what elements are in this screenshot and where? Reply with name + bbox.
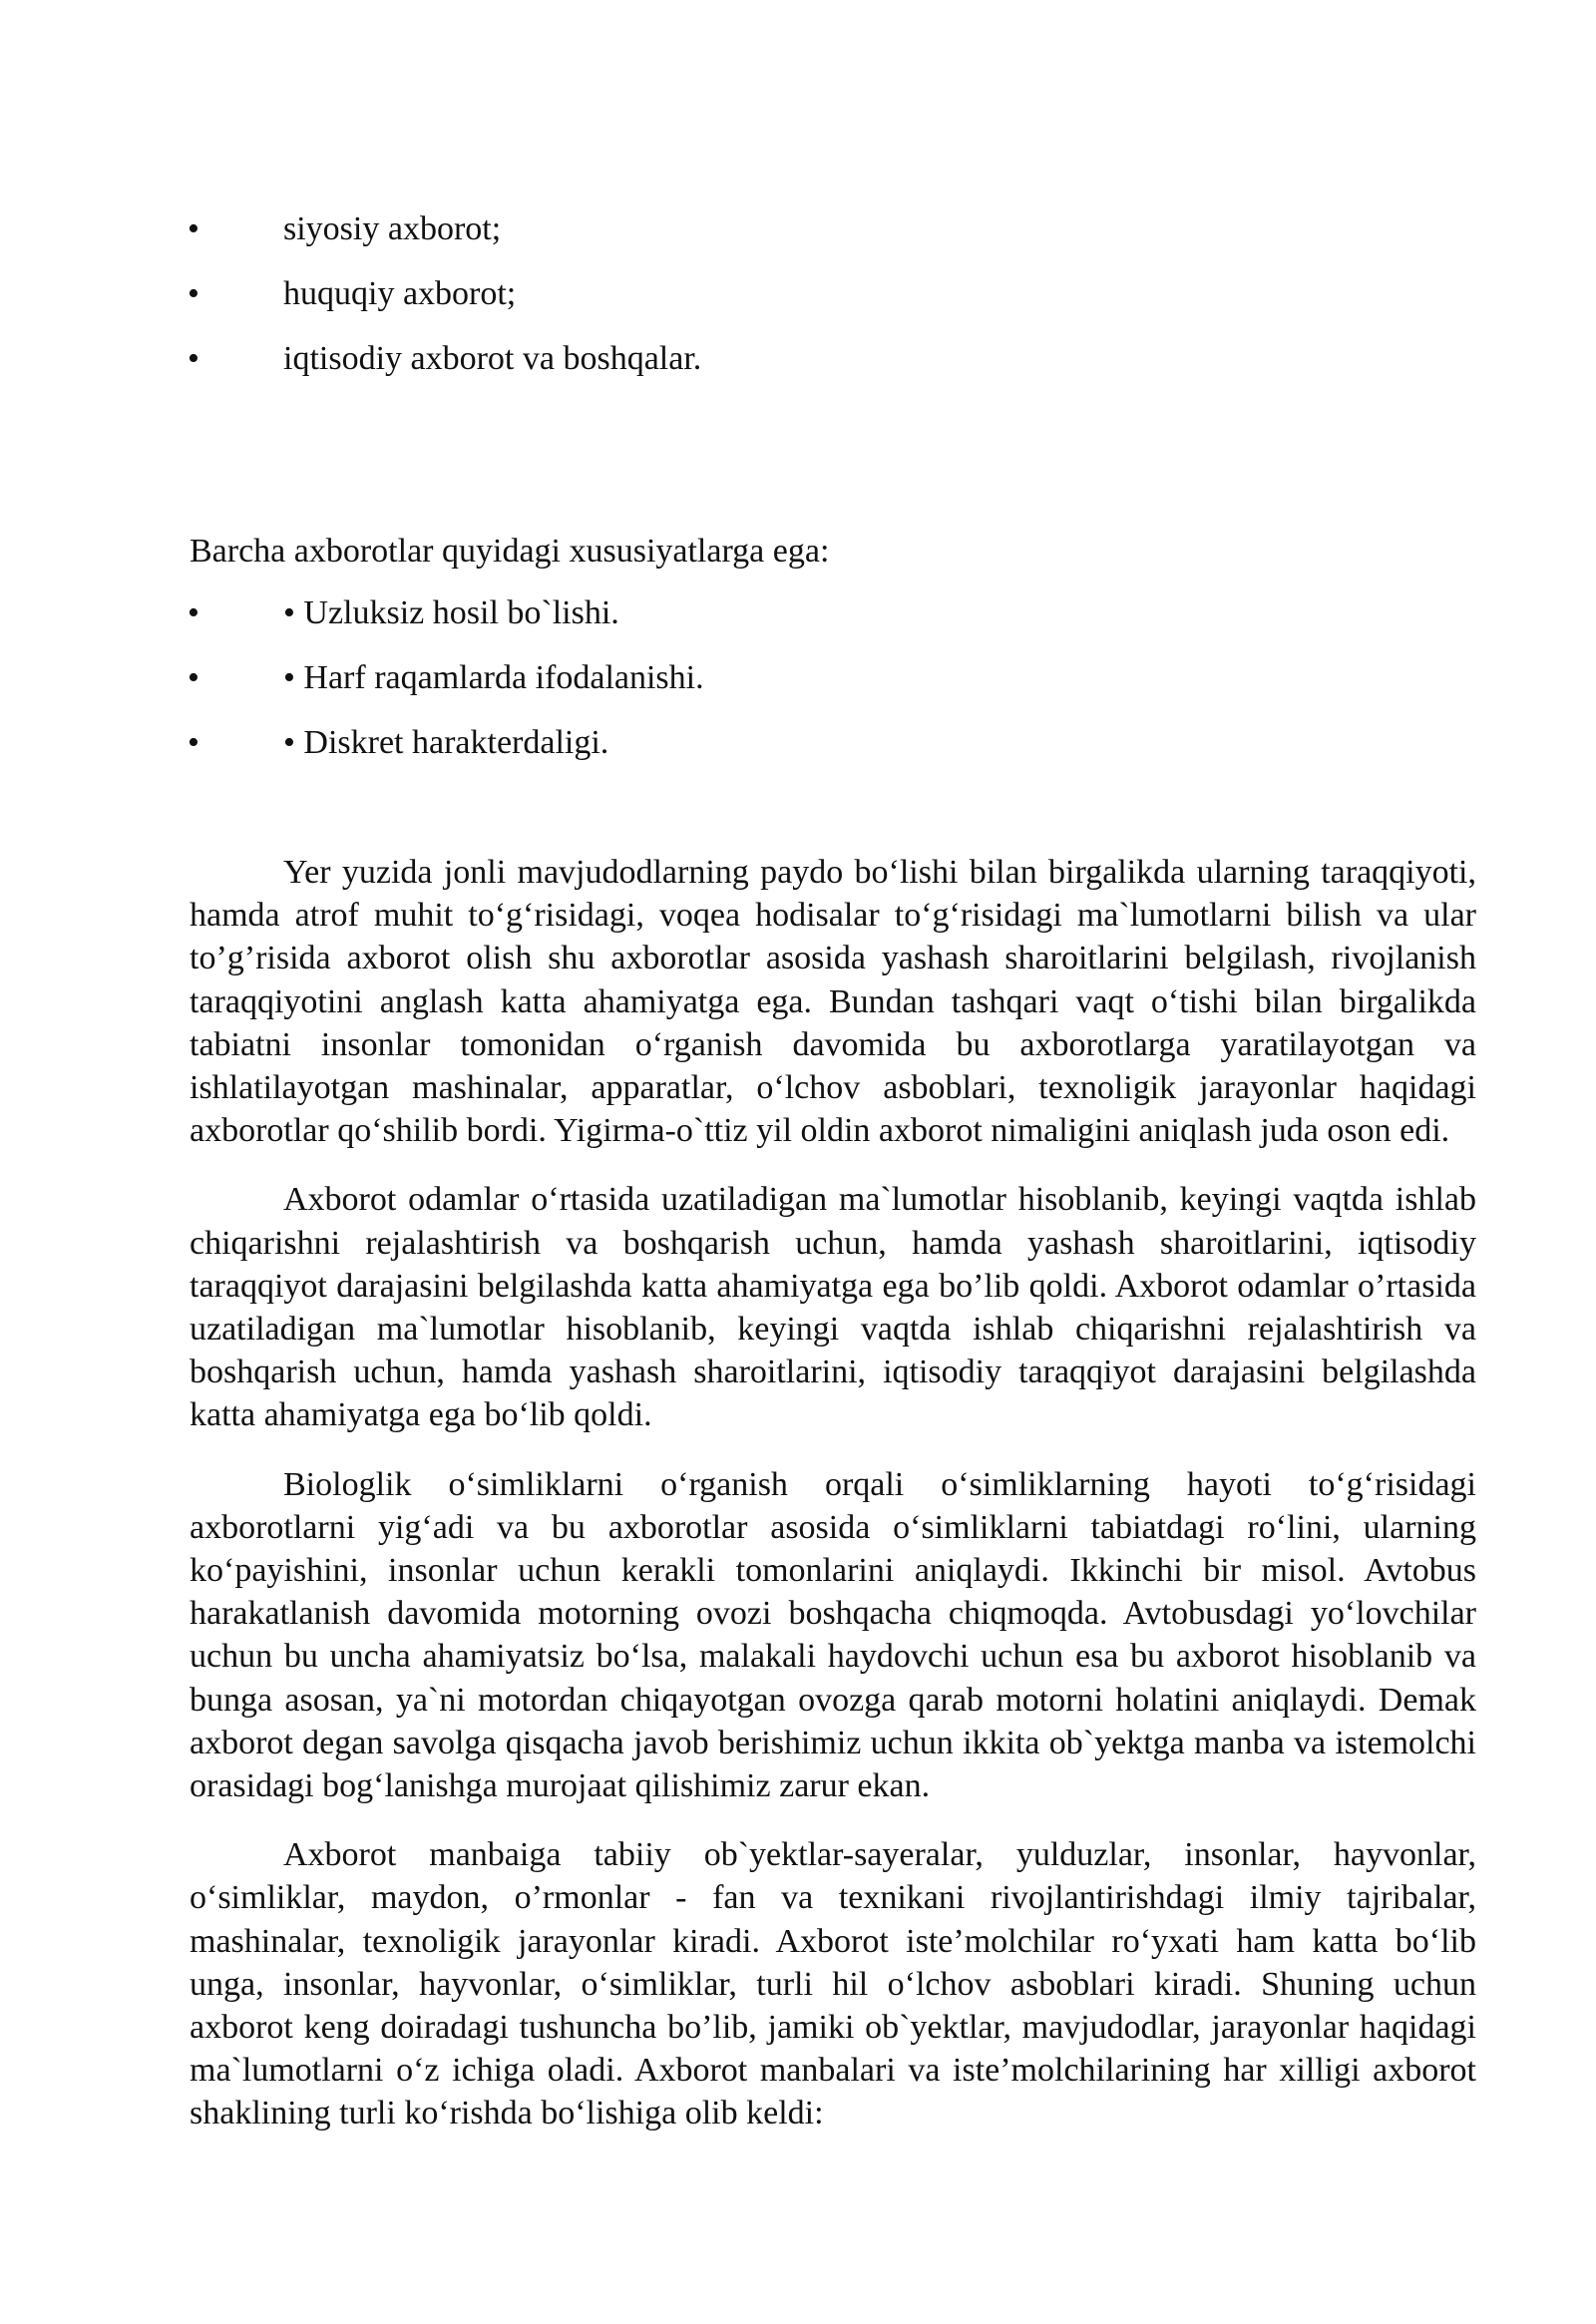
body-text [190, 851, 1476, 2161]
bullet: • [188, 659, 200, 696]
list-item-text: huquqiy axborot; [283, 275, 517, 312]
bullet: • [188, 724, 200, 761]
bullet: • [188, 275, 200, 312]
list-item-text: • Diskret harakterdaligi. [283, 724, 609, 761]
list-item-text: • Harf raqamlarda ifodalanishi. [283, 659, 704, 696]
paragraph: Axborot manbaiga tabiiy ob`yektlar-sayeralar, yulduzlar, insonlar, hayvonlar, o‘simliklar, maydon, o’rmonlar - fan va texnikani rivojlantirishdagi ilmiy tajribalar, mashinalar, texnoligik jarayonlar kiradi. Axborot iste’molchilar ro‘yxati ham katta bo‘lib unga, insonlar, hayvonlar, o‘simliklar, turli hil o‘lchov asboblari kiradi. Shuning uchun axborot keng doiradagi tushuncha bo’lib, jamiki ob`yektlar, mavjudodlar, jarayonlar haqidagi ma`lumotlarni o‘z ichiga oladi. Axborot manbalari va iste’molchilarining har xilligi axborot shaklining turli ko‘rishda bo‘lishiga olib keldi: [190, 1836, 1476, 2132]
list-item-text: siyosiy axborot; [283, 210, 502, 247]
paragraph: Axborot odamlar o‘rtasida uzatiladigan ma`lumotlar hisoblanib, keyingi vaqtda ishlab chiqarishni rejalashtirish va boshqarish uchun, hamda yashash sharoitlarini, iqtisodiy taraqqiyot darajasini belgilashda katta ahamiyatga ega bo’lib qoldi. Axborot odamlar o’rtasida uzatiladigan ma`lumotlar hisoblanib, keyingi vaqtda ishlab chiqarishni rejalashtirish va boshqarish uchun, hamda yashash sharoitlarini, iqtisodiy taraqqiyot darajasini belgilashda katta ahamiyatga ega bo‘lib qoldi. [190, 1181, 1476, 1434]
paragraph: Yer yuzida jonli mavjudodlarning paydo bo‘lishi bilan birgalikda ularning taraqqiyoti, hamda atrof muhit to‘g‘risidagi, voqea hodisalar to‘g‘risidagi ma`lumotlarni bilish va ular to’g’risida axborot olish shu axborotlar asosida yashash sharoitlarini belgilash, rivojlanish taraqqiyotini anglash katta ahamiyatga ega. Bundan tashqari vaqt o‘tishi bilan birgalikda tabiatni insonlar tomonidan o‘rganish davomida bu axborotlarga yaratilayotgan va ishlatilayotgan mashinalar, apparatlar, o‘lchov asboblari, texnoligik jarayonlar haqidagi axborotlar qo‘shilib bordi. Yigirma-o`ttiz yil oldin axborot nimaligini aniqlash juda oson edi. [190, 854, 1476, 1150]
list-item-text: iqtisodiy axborot va boshqalar. [283, 340, 702, 377]
paragraph: Biologlik o‘simliklarni o‘rganish orqali o‘simliklarning hayoti to‘g‘risidagi axborotlarni yig‘adi va bu axborotlar asosida o‘simliklarni tabiatdagi ro‘lini, ularning ko‘payishini, insonlar uchun kerakli tomonlarini aniqlaydi. Ikkinchi bir misol. Avtobus harakatlanish davomida motorning ovozi boshqacha chiqmoqda. Avtobusdagi yo‘lovchilar uchun bu uncha ahamiyatsiz bo‘lsa, malakali haydovchi uchun esa bu axborot hisoblanib va bunga asosan, ya`ni motordan chiqayotgan ovozga qarab motorni holatini aniqlaydi. Demak axborot degan savolga qisqacha javob berishimiz uchun ikkita ob`yektga manba va istemolchi orasidagi bog‘lanishga murojaat qilishimiz zarur ekan. [190, 1465, 1476, 1805]
list-item-text: • Uzluksiz hosil bo`lishi. [283, 594, 619, 631]
bullet: • [188, 210, 200, 247]
bullet: • [188, 594, 200, 631]
properties-intro: Barcha axborotlar quyidagi xususiyatlarga ega: [190, 533, 830, 570]
bullet: • [188, 340, 200, 377]
